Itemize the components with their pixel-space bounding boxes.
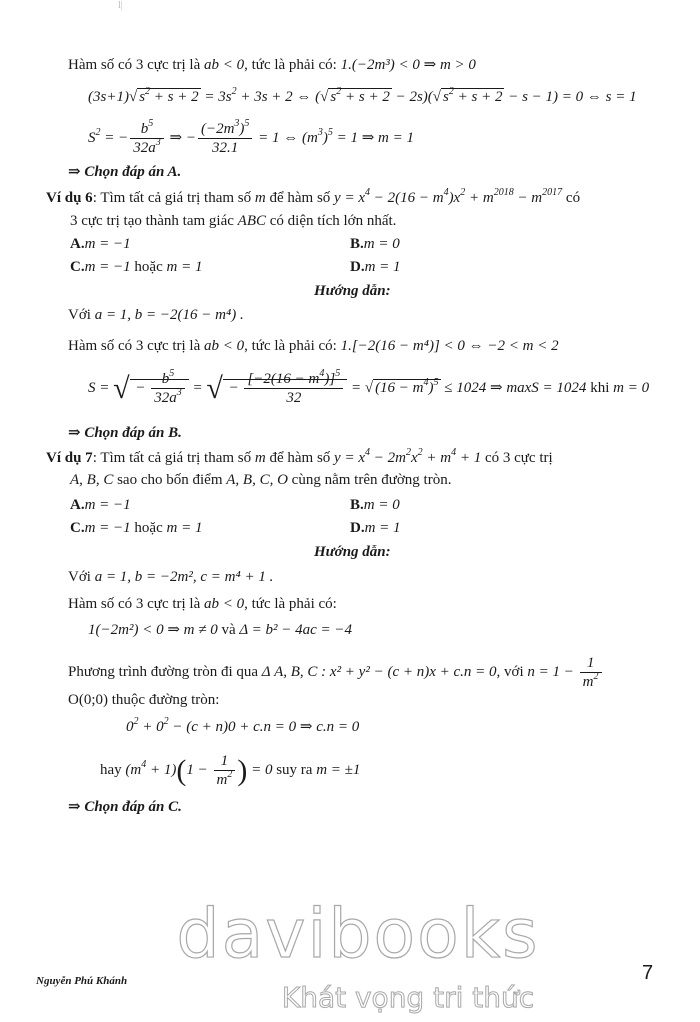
- ex7-with-line: Với a = 1, b = −2m², c = m⁴ + 1 .: [68, 569, 274, 585]
- ex7-option-a: A.m = −1: [70, 497, 131, 513]
- ex6-with-line: Với a = 1, b = −2(16 − m⁴) .: [68, 307, 244, 323]
- ex7-option-b: B.m = 0: [350, 497, 400, 513]
- ex7-hint-title: Hướng dẫn:: [314, 544, 391, 560]
- author-name: Nguyễn Phú Khánh: [36, 975, 128, 987]
- answer-b: ⇒ Chọn đáp án B.: [68, 425, 182, 441]
- watermark-slogan: Khát vọng tri thức: [281, 981, 535, 1014]
- ex7-origin-line: O(0;0) thuộc đường tròn:: [68, 692, 220, 708]
- example-6-line2: 3 cực trị tạo thành tam giác ABC có diện tích lớn nhất.: [70, 213, 397, 229]
- ex6-area-equation: S = √ − $\frac{b^5}{32a^3}$ = √ − $\frac{[-2(16 - m^4)]^5}{32}$ = √ $(16 - m^4)^5 \le 1024$ ⇒ maxS = 1024 khi m = 0: [88, 368, 650, 406]
- ex7-option-c: C.m = −1 hoặc m = 1: [70, 520, 203, 536]
- ex7-origin-equation: $0^2 + 0^2 - (c + n)0 + c.n = 0$ ⇒ c.n = 0: [126, 716, 360, 735]
- watermark-logo: davibooks: [176, 895, 540, 974]
- equation-area: $S^2$ = − $\frac{b^5}{32a^3}$ ⇒ − $\frac{(-2m^3)^5}{32.1}$ = 1 ⇔ $(m^3)^5 = 1$ ⇒ m = 1: [88, 118, 415, 156]
- ex7-final-equation: hay $(m^4 + 1)(1$ − $\frac{1}{m^2}$ ) = 0 suy ra m = ±1: [100, 753, 361, 788]
- example-7-line2: A, B, C sao cho bốn điểm A, B, C, O cùng nằm trên đường tròn.: [70, 472, 452, 488]
- ex6-option-d: D.m = 1: [350, 259, 401, 275]
- answer-a: ⇒ Chọn đáp án A.: [68, 164, 182, 180]
- conclusion-line: Hàm số có 3 cực trị là ab < 0, tức là phải có: 1.(−2m³) < 0 ⇒ m > 0: [68, 57, 476, 73]
- ex7-option-d: D.m = 1: [350, 520, 401, 536]
- ex6-option-c: C.m = −1 hoặc m = 1: [70, 259, 203, 275]
- equation-s: (3s+1)√ $s^2 + s + 2 = 3s^2 + 3s + 2$ ⇔ (√ $s^2 + s + 2 - 2s)(√$ $s^2 + s + 2 - s - 1) = 0$ ⇔ s = 1: [88, 86, 637, 105]
- ex6-condition-line: Hàm số có 3 cực trị là ab < 0, tức là phải có: 1.[−2(16 − m⁴)] < 0 ⇔ −2 < m < 2: [68, 338, 559, 354]
- example-7-title: Ví dụ 7: Tìm tất cả giá trị tham số m để hàm số $y = x^4 - 2m^2x^2 + m^4 + 1$ có 3 cực trị: [46, 447, 553, 466]
- answer-c: ⇒ Chọn đáp án C.: [68, 799, 182, 815]
- example-6-title: Ví dụ 6: Tìm tất cả giá trị tham số m để hàm số $y = x^4 - 2(16 - m^4)x^2 + m^{2018} - m^{2017}$ có: [46, 187, 581, 206]
- ex7-condition-math: 1(−2m²) < 0 ⇒ m ≠ 0 và Δ = b² − 4ac = −4: [88, 622, 353, 638]
- scan-mark: l|: [118, 0, 123, 11]
- ex7-circle-line: Phương trình đường tròn đi qua Δ A, B, C : x² + y² − (c + n)x + c.n = 0, với n = 1 − $\frac{1}{m^2}$: [68, 654, 604, 691]
- ex6-option-a: A.m = −1: [70, 236, 131, 252]
- ex6-hint-title: Hướng dẫn:: [314, 283, 391, 299]
- ex7-condition-line: Hàm số có 3 cực trị là ab < 0, tức là phải có:: [68, 596, 337, 612]
- page-number: 7: [642, 962, 654, 984]
- ex6-option-b: B.m = 0: [350, 236, 400, 252]
